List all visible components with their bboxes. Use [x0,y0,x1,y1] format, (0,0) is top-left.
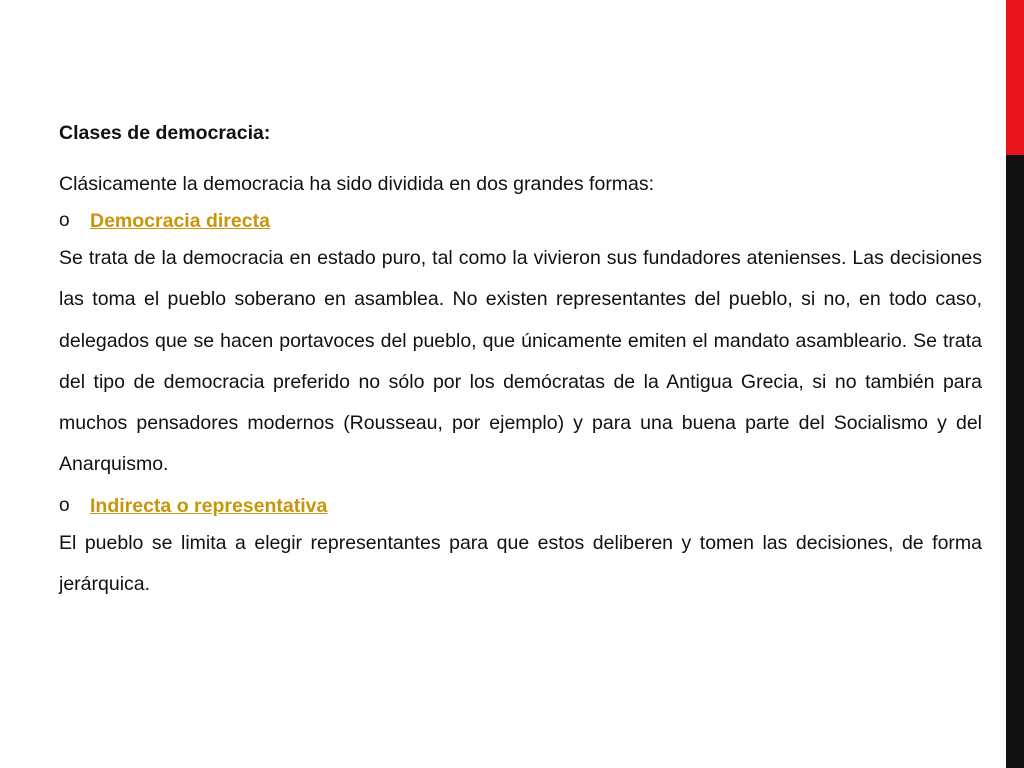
slide-heading: Clases de democracia: [59,122,271,144]
paragraph-indirecta: El pueblo se limita a elegir representantes para que estos deliberen y tomen las decisiones, de forma jerárquica. [59,531,982,596]
bullet-circle-icon: o [59,494,70,516]
link-democracia-directa[interactable]: Democracia directa [90,210,270,232]
accent-bar-black [1006,155,1024,768]
paragraph-democracia-directa: Se trata de la democracia en estado puro, tal como la vivieron sus fundadores atenienses. Las decisiones las toma el pueblo soberano en asamblea. No existen representantes del pueblo, si no, en todo caso, delegados que se hacen portavoces del pueblo, que únicamente emiten el mandato asambleario. Se trata del tipo de democracia preferido no sólo por los demócratas de la Antigua Grecia, si no también para muchos pensadores modernos (Rousseau, por ejemplo) y para una buena parte del Socialismo y del Anarquismo. [59,247,982,476]
intro-text: Clásicamente la democracia ha sido dividida en dos grandes formas: [59,173,655,195]
slide-content [59,116,982,605]
accent-bar-red [1006,0,1024,155]
link-indirecta-representativa[interactable]: Indirecta o representativa [90,494,328,517]
bullet-circle-icon: o [59,210,70,231]
bullet-indirecta [59,489,982,523]
bullet-democracia-directa [59,204,982,238]
